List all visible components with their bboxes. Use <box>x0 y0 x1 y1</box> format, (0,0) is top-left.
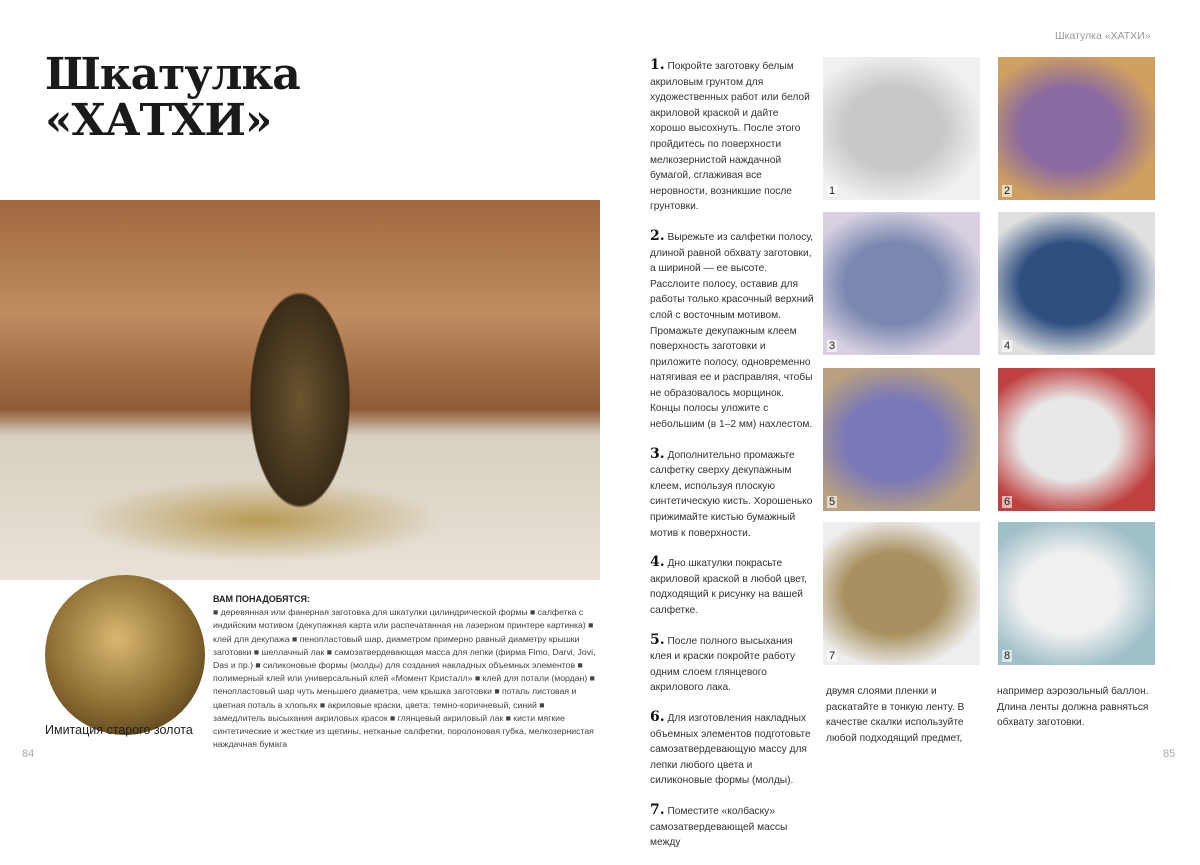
photo-label: 7 <box>829 650 836 662</box>
step-text: После полного высыхания клея и краски покройте работу одним слоем глянцевого акрилового лака. <box>650 635 796 694</box>
step-7 <box>650 803 815 851</box>
photo-label: 6 <box>1004 496 1011 508</box>
step-photo-1 <box>823 57 980 200</box>
step-text: Дно шкатулки покрасьте акриловой краской в любой цвет, подходящий к рисунку на вашей салфетке. <box>650 558 808 616</box>
step-photo-7 <box>823 522 980 665</box>
photo-label: 4 <box>1004 340 1011 352</box>
photo-label: 1 <box>829 185 836 197</box>
step-photo-3 <box>823 212 980 355</box>
step-number: 5. <box>650 631 665 648</box>
photo-label: 8 <box>1004 650 1011 662</box>
materials-heading: ВАМ ПОНАДОБЯТСЯ: <box>213 594 310 604</box>
materials-list <box>213 593 598 751</box>
step-number: 7. <box>650 801 665 818</box>
photo-label: 5 <box>829 496 836 508</box>
step-text: Поместите «колбаску» самозатвердевающей массы между <box>650 805 788 849</box>
step-number: 3. <box>650 445 665 462</box>
continuation-text-1: двумя слоями пленки и раскатайте в тонкую ленту. В качестве скалки используйте любой подходящий предмет, <box>826 686 965 744</box>
step-text: Для изготовления накладных объемных элементов подготовьте самозатвердевающую массу для лепки любого цвета и силиконовые формы (молды). <box>650 712 811 787</box>
photo-label: 3 <box>829 340 836 352</box>
title-line-2: «ХАТХИ» <box>45 95 272 146</box>
page-number-left: 84 <box>22 748 35 760</box>
step-5 <box>650 633 815 696</box>
step-photo-4 <box>998 212 1155 355</box>
step-3 <box>650 447 815 542</box>
step-photo-2 <box>998 57 1155 200</box>
step-number: 6. <box>650 708 665 725</box>
step-number: 4. <box>650 554 665 571</box>
step-text: Покройте заготовку белым акриловым грунтом для художественных работ или белой акриловой краской и дайте хорошо высохнуть. После этого пройдитесь по поверхности мелкозернистой наждачной бумагой, сглаживая все неровности, возникшие после грунтовки. <box>650 61 810 213</box>
step-text: Вырежьте из салфетки полосу, длиной равной обхвату заготовки, а шириной — ее высоте. Расслоите полосу, оставив для работы только красочный верхний слой с восточным мотивом. Промажьте декупажным клеем поверхность заготовки и приложите полосу, одновременно натягивая ее и расправляя, чтобы не образовалось морщинок. Концы полосы уложите с небольшим (в 1–2 мм) нахлестом. <box>650 231 814 431</box>
running-header: Шкатулка «ХАТХИ» <box>1055 30 1151 42</box>
step-photo-5 <box>823 368 980 511</box>
step-photo-6 <box>998 368 1155 511</box>
article-title <box>45 49 300 146</box>
step-2 <box>650 229 815 433</box>
page-number-right: 85 <box>1163 748 1176 760</box>
step-1 <box>650 58 815 215</box>
step-4 <box>650 555 815 618</box>
step-number: 2. <box>650 227 665 244</box>
step-6 <box>650 710 815 789</box>
continuation-text-2: например аэрозольный баллон. Длина ленты должна равняться обхвату заготовки. <box>997 686 1149 729</box>
main-photo-box <box>0 200 600 580</box>
inset-caption: Имитация старого золота <box>45 723 193 737</box>
materials-text: ■ деревянная или фанерная заготовка для шкатулки цилиндрической формы ■ салфетка с индийским мотивом (декупажная карта или распечатанная на лазерном принтере картинка) ■ клей для декупажа ■ пенопластовый шар, диаметром примерно равный диаметру крышки заготовки ■ шеллачный лак ■ самозатвердевающая масса для лепки (фирма Fimo, Darvi, Jovi, Das и пр.) ■ силиконовые формы (молды) для создания накладных объемных элементов ■ полимерный клей или универсальный клей «Момент Кристалл» ■ клей для потали (мордан) ■ пенопластовый шар чуть меньшего диаметра, чем крышка заготовки ■ поталь листовая и цветная поталь в хлопьях ■ акриловые краски, цвета: темно-коричневый, синий ■ замедлитель высыхания акриловых красок ■ глянцевый акриловый лак ■ кисти мягкие синтетические и жесткие из щетины, нетканые салфетки, поролоновая губка, мелкозернистая наждачная бумага <box>213 607 596 750</box>
steps-column <box>650 58 815 865</box>
step-text: Дополнительно промажьте салфетку сверху декупажным клеем, используя плоскую синтетическую кисть. Хорошенько прижимайте кистью бумажный мотив к поверхности. <box>650 449 813 539</box>
photo-label: 2 <box>1004 185 1011 197</box>
title-line-1: Шкатулка <box>45 49 300 100</box>
step-photo-8 <box>998 522 1155 665</box>
inset-photo-gold-detail <box>45 575 205 735</box>
step-number: 1. <box>650 57 665 73</box>
